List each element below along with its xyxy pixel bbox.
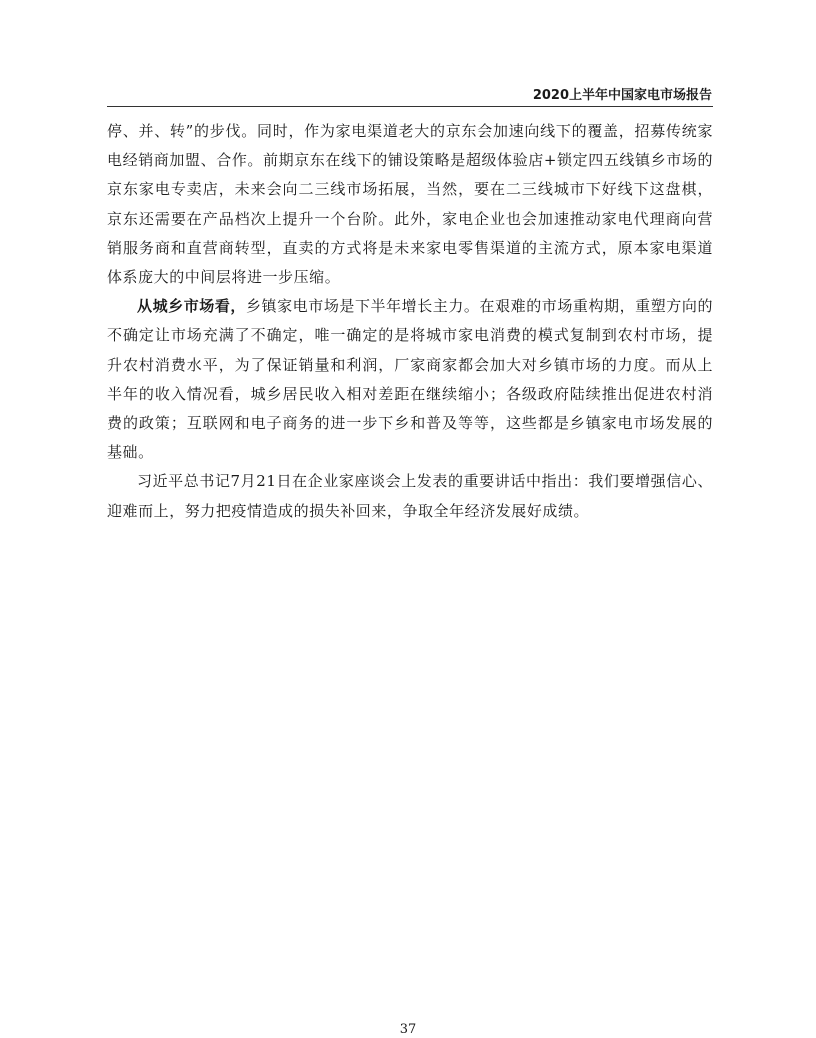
paragraph-text: 停、并、转”的步伐。同时，作为家电渠道老大的京东会加速向线下的覆盖，招募传统家电经销商加盟、合作。前期京东在线下的铺设策略是超级体验店+锁定四五线镇乡市场的京东家电专卖店，未来会向二三线市场拓展，当然，要在二三线城市下好线下这盘棋，京东还需要在产品档次上提升一个台阶。此外，家电企业也会加速推动家电代理商向营销服务商和直营商转型，直卖的方式将是未来家电零售渠道的主流方式，原本家电渠道体系庞大的中间层将进一步压缩。 [107, 122, 713, 287]
paragraph-text: 习近平总书记7月21日在企业家座谈会上发表的重要讲话中指出：我们要增强信心、迎难而上，努力把疫情造成的损失补回来，争取全年经济发展好成绩。 [107, 472, 713, 520]
paragraph-urban-rural-market [107, 292, 713, 467]
paragraph-speech-quote [107, 467, 713, 525]
body-text [107, 117, 713, 526]
running-header: 2020上半年中国家电市场报告 [532, 88, 712, 103]
header-rule [107, 106, 713, 107]
paragraph-continuation [107, 117, 713, 292]
page-number: 37 [399, 1022, 417, 1037]
paragraph-lead-heading: 从城乡市场看， [137, 297, 246, 316]
paragraph-text: 乡镇家电市场是下半年增长主力。在艰难的市场重构期，重塑方向的不确定让市场充满了不确定，唯一确定的是将城市家电消费的模式复制到农村市场，提升农村消费水平，为了保证销量和利润，厂家商家都会加大对乡镇市场的力度。而从上半年的收入情况看，城乡居民收入相对差距在继续缩小；各级政府陆续推出促进农村消费的政策；互联网和电子商务的进一步下乡和普及等等，这些都是乡镇家电市场发展的基础。 [107, 297, 713, 462]
